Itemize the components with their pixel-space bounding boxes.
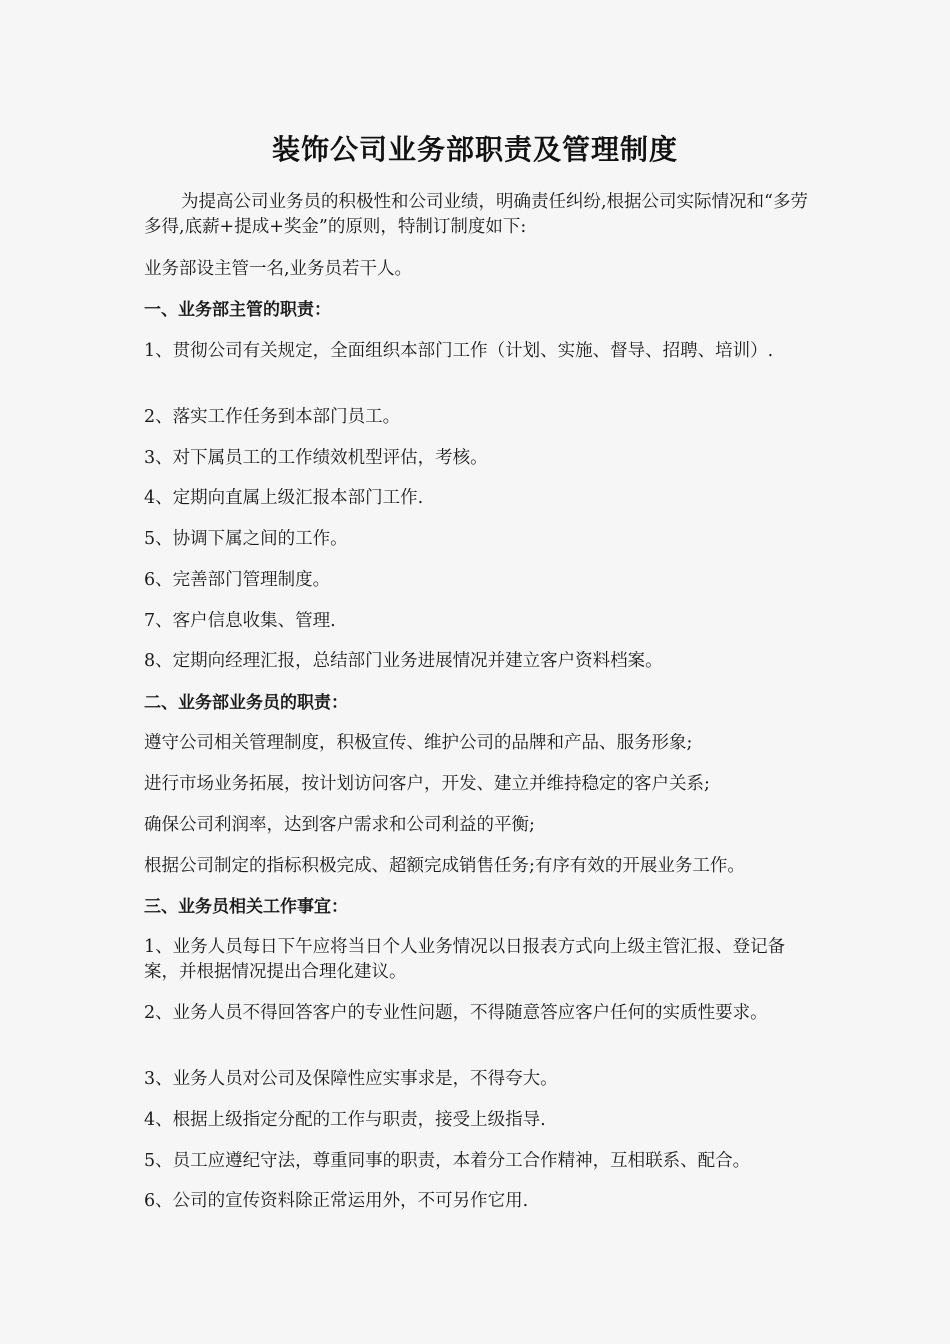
- section2-item-2: 进行市场业务拓展，按计划访问客户，开发、建立并维持稳定的客户关系;: [144, 774, 710, 794]
- section1-item-4: 4、定期向直属上级汇报本部门工作.: [144, 488, 424, 508]
- section1-item-5: 5、协调下属之间的工作。: [144, 529, 348, 549]
- section3-item-4: 4、根据上级指定分配的工作与职责，接受上级指导.: [144, 1110, 546, 1130]
- section1-item-3: 3、对下属员工的工作绩效机型评估，考核。: [144, 448, 488, 468]
- section2-item-1: 遵守公司相关管理制度，积极宣传、维护公司的品牌和产品、服务形象;: [144, 733, 693, 753]
- section1-item-6: 6、完善部门管理制度。: [144, 570, 331, 590]
- section3-item-3: 3、业务人员对公司及保障性应实事求是，不得夸大。: [144, 1069, 558, 1089]
- section3-item-2: 2、业务人员不得回答客户的专业性问题，不得随意答应客户任何的实质性要求。: [144, 1003, 768, 1023]
- section1-heading: 一、业务部主管的职责：: [144, 300, 331, 320]
- section3-item-5: 5、员工应遵纪守法，尊重同事的职责，本着分工合作精神，互相联系、配合。: [144, 1151, 751, 1171]
- section2-item-3: 确保公司利润率，达到客户需求和公司利益的平衡;: [144, 815, 535, 835]
- section1-item-2: 2、落实工作任务到本部门员工。: [144, 407, 401, 427]
- staffing-paragraph: 业务部设主管一名,业务员若干人。: [144, 259, 413, 279]
- section3-item-6: 6、公司的宣传资料除正常运用外，不可另作它用.: [144, 1191, 529, 1211]
- section3-heading: 三、业务员相关工作事宜：: [144, 897, 348, 917]
- section3-item-1: 1、业务人员每日下午应将当日个人业务情况以日报表方式向上级主管汇报、登记备案，并根据情况提出合理化建议。: [144, 937, 786, 982]
- section1-item-8: 8、定期向经理汇报，总结部门业务进展情况并建立客户资料档案。: [144, 651, 663, 671]
- document-title: 装饰公司业务部职责及管理制度: [271, 133, 678, 166]
- section2-item-4: 根据公司制定的指标积极完成、超额完成销售任务;有序有效的开展业务工作。: [144, 856, 745, 876]
- intro-paragraph: 为提高公司业务员的积极性和公司业绩，明确责任纠纷,根据公司实际情况和“多劳多得,底薪+提成+奖金”的原则，特制订制度如下:: [144, 192, 809, 237]
- section1-item-7: 7、客户信息收集、管理.: [144, 611, 336, 631]
- section2-heading: 二、业务部业务员的职责：: [144, 693, 348, 713]
- section1-item-1: 1、贯彻公司有关规定，全面组织本部门工作（计划、实施、督导、招聘、培训）.: [144, 341, 774, 361]
